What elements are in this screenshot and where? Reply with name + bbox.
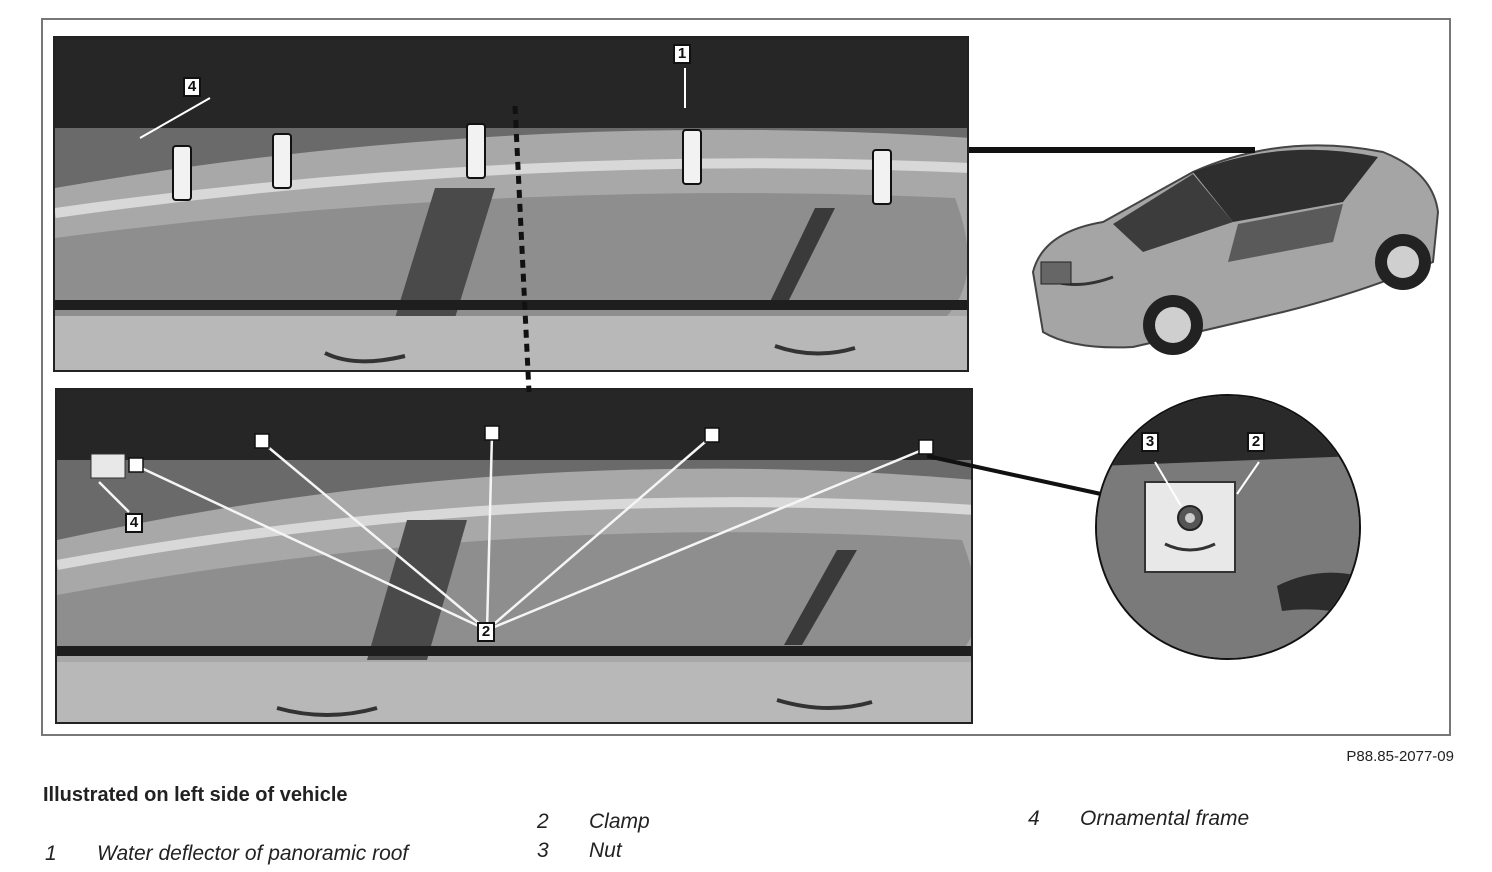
figure-frame <box>41 18 1451 736</box>
callout-ornamental-frame-bottom: 4 <box>125 513 143 533</box>
figure-reference-code: P88.85-2077-09 <box>1346 748 1454 765</box>
callout-water-deflector: 1 <box>673 44 691 64</box>
callout-nut-detail: 3 <box>1141 432 1159 452</box>
legend-label: Water deflector of panoramic roof <box>97 842 409 865</box>
legend-number: 4 <box>1028 807 1040 830</box>
legend-item-1 <box>45 842 408 866</box>
legend-label: Clamp <box>589 810 650 833</box>
legend-label: Nut <box>589 839 622 862</box>
roof-photo-bottom <box>55 388 973 724</box>
legend-number: 2 <box>537 810 549 833</box>
sedan-drawing <box>983 112 1443 362</box>
caption-title: Illustrated on left side of vehicle <box>43 784 348 806</box>
legend-item-3 <box>537 839 622 863</box>
roof-bottom-illustration <box>57 390 973 724</box>
callout-clamp-bottom: 2 <box>477 622 495 642</box>
legend-number: 3 <box>537 839 549 862</box>
legend-number: 1 <box>45 842 57 865</box>
legend-label: Ornamental frame <box>1080 807 1250 830</box>
clamp-detail-illustration <box>1097 396 1359 658</box>
legend-item-2 <box>537 810 650 834</box>
clamp-detail-magnified <box>1095 394 1361 660</box>
legend-item-4 <box>1028 807 1249 831</box>
callout-clamp-detail: 2 <box>1247 432 1265 452</box>
vehicle-overview-image <box>983 112 1443 362</box>
callout-ornamental-frame-top: 4 <box>183 77 201 97</box>
